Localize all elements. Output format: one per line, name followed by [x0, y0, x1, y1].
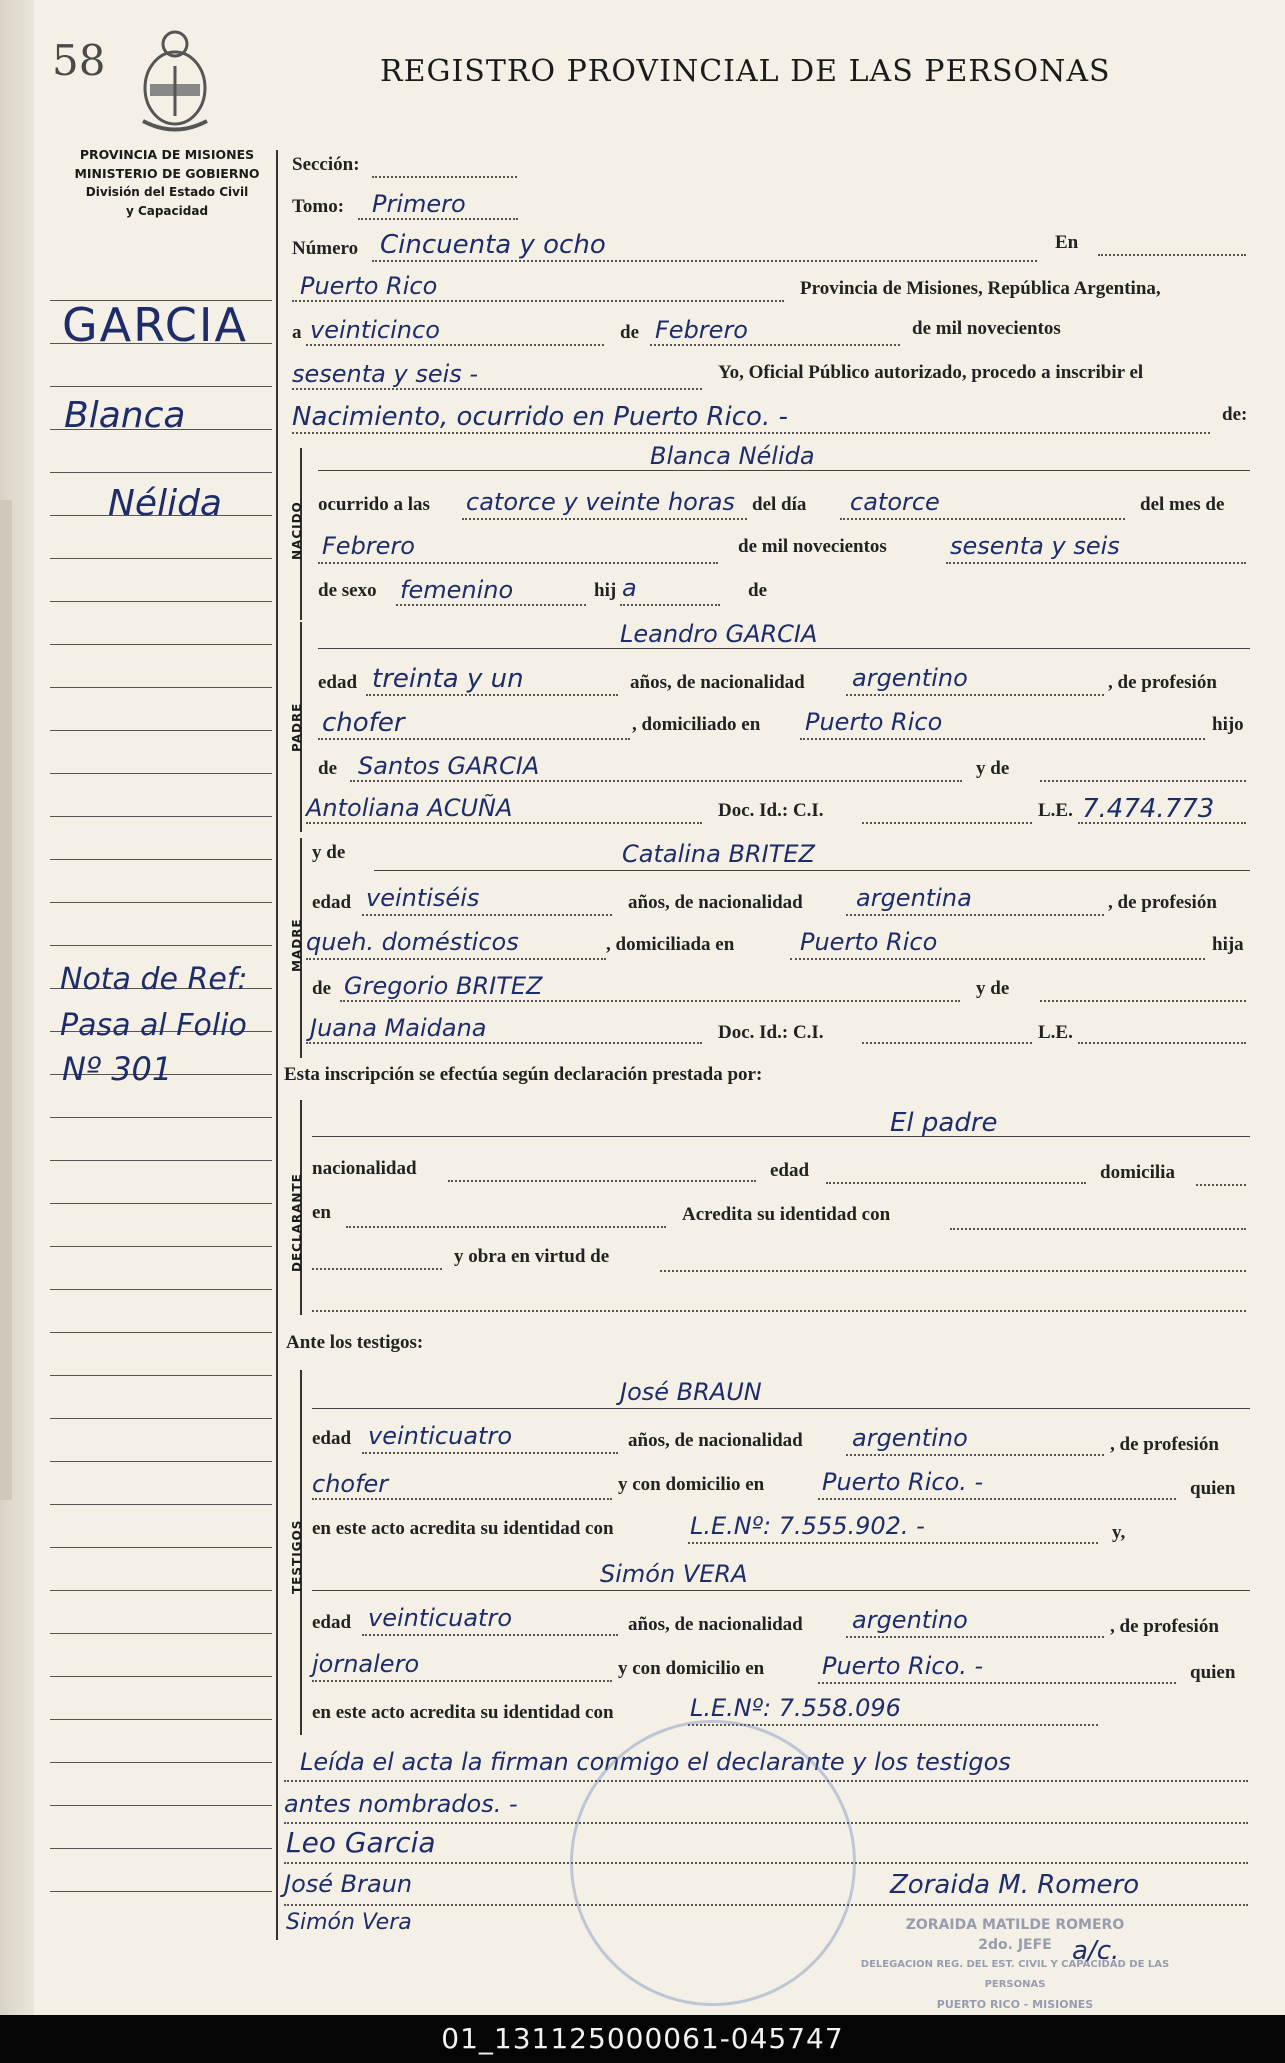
padre-de-label: de	[318, 758, 337, 779]
declarante-edad-label: edad	[770, 1160, 810, 1181]
dia-nac-value: catorce	[850, 488, 940, 516]
declarante-acredita-line	[950, 1228, 1246, 1230]
declarante-value: El padre	[890, 1108, 998, 1138]
lugar-value: Puerto Rico	[300, 272, 438, 300]
madre-nombre-line	[374, 870, 1250, 871]
padre-prof-value: chofer	[322, 708, 405, 738]
margin-rule	[50, 1332, 272, 1333]
margin-rule	[50, 1762, 272, 1763]
padre-edad-line	[366, 694, 618, 696]
nombre-value: Blanca Nélida	[650, 442, 815, 470]
padre-dom-line	[800, 738, 1205, 740]
agency-header	[52, 145, 282, 221]
padre-le-label: L.E.	[1038, 800, 1073, 821]
t1-acredita-label: en este acto acredita su identidad con	[312, 1518, 614, 1539]
madre-ci-line	[862, 1042, 1032, 1044]
signature-witness-2: Simón Vera	[286, 1910, 412, 1935]
declarante-label: DECLARANTE	[290, 1173, 304, 1272]
t2-anios-label: años, de nacionalidad	[628, 1614, 803, 1635]
a-label: a	[292, 322, 302, 343]
padre-domicilio-label: , domiciliado en	[632, 714, 761, 735]
padre-hijo-de-value: Santos GARCIA	[358, 752, 540, 780]
madre-profesion-label: , de profesión	[1108, 892, 1217, 913]
madre-madre-line	[306, 1042, 702, 1044]
anio-inscr-value: sesenta y seis -	[292, 360, 479, 388]
declarante-acredita-label: Acredita su identidad con	[682, 1204, 891, 1225]
margin-rule	[50, 902, 272, 903]
stamp-line: DELEGACION REG. DEL EST. CIVIL Y CAPACIDAD DE LAS PERSONAS	[860, 1959, 1170, 1990]
padre-nombre-value: Leandro GARCIA	[620, 620, 818, 648]
t1-prof-line	[312, 1498, 612, 1500]
t2-domicilio-label: y con domicilio en	[618, 1658, 765, 1679]
madre-edad-label: edad	[312, 892, 352, 913]
padre-edad-label: edad	[318, 672, 358, 693]
padre-edad-value: treinta y un	[372, 664, 524, 694]
padre-doc-label: Doc. Id.: C.I.	[718, 800, 824, 821]
madre-dom-line	[790, 958, 1205, 960]
del-dia-label: del día	[752, 494, 807, 515]
t2-nac-value: argentino	[852, 1606, 968, 1634]
margin-rule	[50, 773, 272, 774]
madre-y-de-line	[1040, 1000, 1246, 1002]
acto-value: Nacimiento, ocurrido en Puerto Rico. -	[292, 402, 788, 432]
padre-prof-line	[318, 738, 630, 740]
margin-note-number: Nº 301	[62, 1050, 173, 1088]
padre-madre-value: Antoliana ACUÑA	[306, 794, 513, 822]
tomo-label: Tomo:	[292, 196, 345, 217]
t1-edad-value: veinticuatro	[368, 1422, 512, 1450]
t1-nombre-value: José BRAUN	[620, 1378, 762, 1406]
margin-rule	[50, 1375, 272, 1376]
stamp-line: PUERTO RICO - MISIONES	[936, 1998, 1094, 2011]
dia-nac-line	[840, 518, 1125, 520]
mes-inscr-line	[650, 344, 900, 346]
madre-edad-value: veintiséis	[366, 884, 480, 912]
margin-surname: GARCIA	[62, 298, 248, 352]
anio-inscr-line	[292, 388, 702, 390]
hora-line	[462, 518, 747, 520]
closing-text-1: Leída el acta la firman conmigo el declarante y los testigos	[300, 1748, 1011, 1776]
t1-nac-value: argentino	[852, 1424, 968, 1452]
inscripcion-label: Esta inscripción se efectúa según declaración prestada por:	[284, 1064, 763, 1085]
margin-rule	[50, 1461, 272, 1462]
coat-of-arms-icon	[128, 26, 222, 138]
margin-rule	[50, 644, 272, 645]
madre-nac-line	[846, 914, 1104, 916]
padre-madre-line	[306, 822, 702, 824]
madre-edad-line	[362, 914, 612, 916]
declarante-nacionalidad-label: nacionalidad	[312, 1158, 417, 1179]
madre-prof-line	[306, 958, 606, 960]
madre-dom-value: Puerto Rico	[800, 928, 938, 956]
mes-nac-value: Febrero	[322, 532, 415, 560]
padre-y-de-label: y de	[976, 758, 1010, 779]
madre-madre-value: Juana Maidana	[310, 1014, 487, 1042]
madre-label: MADRE	[290, 918, 304, 972]
hij-line	[620, 604, 720, 606]
official-seal-stamp	[570, 1720, 856, 2006]
margin-rule	[50, 1633, 272, 1634]
declarante-doc-line	[312, 1268, 442, 1270]
t2-nombre-value: Simón VERA	[600, 1560, 748, 1588]
t1-quien-label: quien	[1190, 1478, 1236, 1499]
madre-prof-value: queh. domésticos	[306, 928, 519, 956]
madre-nac-value: argentina	[856, 884, 972, 912]
anio-nac-line	[946, 562, 1246, 564]
t1-nombre-line	[312, 1408, 1250, 1409]
en-line	[1098, 254, 1246, 256]
closing-text-2: antes nombrados. -	[284, 1790, 518, 1818]
margin-rule	[50, 1418, 272, 1419]
padre-y-de-line	[1040, 780, 1246, 782]
obra-line	[660, 1270, 1246, 1272]
acto-line	[292, 432, 1210, 434]
de-label-2: de	[748, 580, 767, 601]
document-title: REGISTRO PROVINCIAL DE LAS PERSONAS	[380, 54, 1111, 89]
padre-label: PADRE	[290, 702, 304, 752]
margin-rule	[50, 687, 272, 688]
domicilia-line	[1196, 1184, 1246, 1186]
margin-rule	[50, 1160, 272, 1161]
t2-dom-value: Puerto Rico. -	[822, 1652, 984, 1680]
margin-rule	[50, 1504, 272, 1505]
madre-anios-label: años, de nacionalidad	[628, 892, 803, 913]
hija-label: hija	[1212, 934, 1244, 955]
t1-nac-line	[846, 1454, 1104, 1456]
t2-acredita-label: en este acto acredita su identidad con	[312, 1702, 614, 1723]
de-label: de	[620, 322, 639, 343]
madre-y-de-label-2: y de	[976, 978, 1010, 999]
signature-witness-1: José Braun	[284, 1870, 413, 1898]
seccion-line	[372, 176, 517, 178]
domicilia-label: domicilia	[1100, 1162, 1175, 1183]
padre-profesion-label: , de profesión	[1108, 672, 1217, 693]
de-mil-label-2: de mil novecientos	[738, 536, 887, 557]
t1-doc-value: L.E.Nº: 7.555.902. -	[690, 1512, 925, 1540]
t1-doc-line	[688, 1542, 1098, 1544]
madre-de-label: de	[312, 978, 331, 999]
t1-anios-label: años, de nacionalidad	[628, 1430, 803, 1451]
margin-rule	[50, 601, 272, 602]
hora-value: catorce y veinte horas	[466, 488, 735, 516]
yo-label: Yo, Oficial Público autorizado, procedo a inscribir el	[718, 362, 1144, 383]
t2-edad-value: veinticuatro	[368, 1604, 512, 1632]
image-id-footer: 01_131125000061-045747	[0, 2015, 1285, 2063]
de-mil-label: de mil novecientos	[912, 318, 1061, 339]
declarante-en-line	[346, 1226, 666, 1228]
numero-label: Número	[292, 238, 359, 259]
mes-inscr-value: Febrero	[655, 316, 748, 344]
madre-y-de-label: y de	[312, 842, 346, 863]
madre-le-line	[1078, 1042, 1246, 1044]
agency-line: MINISTERIO DE GOBIERNO	[74, 166, 260, 181]
hij-suffix: a	[622, 574, 637, 602]
provincia-label: Provincia de Misiones, República Argentina,	[800, 278, 1161, 299]
declarante-nac-line	[448, 1180, 756, 1182]
mes-nac-line	[318, 562, 718, 564]
t1-dom-line	[818, 1498, 1176, 1500]
margin-rule	[50, 1891, 272, 1892]
hijo-label: hijo	[1212, 714, 1244, 735]
page-number: 58	[52, 36, 106, 85]
margin-rule	[50, 1547, 272, 1548]
margin-rule	[50, 558, 272, 559]
nacido-label: NACIDO	[290, 501, 304, 560]
margin-rule	[50, 1676, 272, 1677]
madre-nombre-value: Catalina BRITEZ	[622, 840, 815, 868]
en-label: En	[1055, 232, 1079, 253]
madre-domicilio-label: , domiciliada en	[606, 934, 735, 955]
ante-testigos-label: Ante los testigos:	[286, 1332, 424, 1353]
t2-nac-line	[846, 1636, 1104, 1638]
t2-edad-line	[362, 1634, 618, 1636]
padre-le-value: 7.474.773	[1082, 794, 1215, 824]
t2-prof-value: jornalero	[312, 1650, 420, 1678]
padre-hijo-de-line	[350, 780, 962, 782]
t1-profesion-label: , de profesión	[1110, 1434, 1219, 1455]
margin-rule	[50, 730, 272, 731]
t1-y-label: y,	[1112, 1522, 1126, 1543]
padre-nac-line	[846, 694, 1104, 696]
hij-label: hij	[594, 580, 617, 601]
de-colon-label: de:	[1222, 404, 1248, 425]
numero-value: Cincuenta y ocho	[380, 230, 606, 260]
margin-first-name: Blanca	[64, 395, 186, 436]
padre-nac-value: argentino	[852, 664, 968, 692]
padre-ci-line	[862, 822, 1032, 824]
margin-note-folio: Pasa al Folio	[60, 1008, 247, 1043]
margin-separator	[276, 150, 278, 1940]
dia-inscr-value: veinticinco	[310, 316, 440, 344]
ocurrido-label: ocurrido a las	[318, 494, 430, 515]
declarante-line	[312, 1136, 1250, 1137]
t1-prof-value: chofer	[312, 1470, 389, 1498]
t1-domicilio-label: y con domicilio en	[618, 1474, 765, 1495]
signature-official: Zoraida M. Romero	[890, 1870, 1140, 1900]
padre-anios-label: años, de nacionalidad	[630, 672, 805, 693]
t1-edad-line	[362, 1452, 618, 1454]
margin-rule	[50, 1289, 272, 1290]
t2-profesion-label: , de profesión	[1110, 1616, 1219, 1637]
agency-line: y Capacidad	[125, 204, 209, 218]
t1-dom-value: Puerto Rico. -	[822, 1468, 984, 1496]
t2-dom-line	[818, 1682, 1176, 1684]
t1-edad-label: edad	[312, 1428, 352, 1449]
t2-nombre-line	[312, 1590, 1250, 1591]
lugar-line	[292, 300, 784, 302]
margin-note-ref: Nota de Ref:	[60, 962, 248, 997]
margin-rule	[50, 816, 272, 817]
margin-second-name: Nélida	[108, 483, 222, 524]
nombre-line	[318, 470, 1250, 471]
t2-edad-label: edad	[312, 1612, 352, 1633]
margin-rule	[50, 1805, 272, 1806]
madre-hija-de-line	[340, 1000, 960, 1002]
madre-doc-label: Doc. Id.: C.I.	[718, 1022, 824, 1043]
agency-line: PROVINCIA DE MISIONES	[79, 147, 255, 162]
agency-line: División del Estado Civil	[85, 185, 249, 199]
padre-nombre-line	[318, 648, 1250, 649]
official-name-stamp	[850, 1915, 1180, 2015]
margin-rule	[50, 1719, 272, 1720]
declarante-extra-line	[312, 1310, 1246, 1312]
t2-doc-value: L.E.Nº: 7.558.096	[690, 1694, 901, 1722]
signature-ac: a/c.	[1072, 1936, 1120, 1966]
tomo-line	[358, 218, 518, 220]
page-binding-shadow	[0, 500, 12, 1500]
madre-hija-de-value: Gregorio BRITEZ	[344, 972, 543, 1000]
margin-rule	[50, 1246, 272, 1247]
stamp-line: 2do. JEFE	[978, 1937, 1052, 1953]
declarante-en-label: en	[312, 1202, 331, 1223]
numero-line	[372, 260, 1037, 262]
dia-inscr-line	[306, 344, 604, 346]
margin-rule	[50, 1848, 272, 1849]
margin-rule	[50, 945, 272, 946]
tomo-value: Primero	[372, 190, 466, 218]
signature-father: Leo Garcia	[286, 1826, 436, 1859]
obra-label: y obra en virtud de	[454, 1246, 610, 1267]
seccion-label: Sección:	[292, 154, 360, 175]
sexo-value: femenino	[400, 576, 514, 604]
t2-prof-line	[312, 1680, 612, 1682]
sexo-line	[396, 604, 586, 606]
margin-rule	[50, 1117, 272, 1118]
t2-quien-label: quien	[1190, 1662, 1236, 1683]
sexo-label: de sexo	[318, 580, 377, 601]
anio-nac-value: sesenta y seis	[950, 532, 1120, 560]
margin-rule	[50, 1203, 272, 1204]
del-mes-label: del mes de	[1140, 494, 1225, 515]
margin-rule	[50, 472, 272, 473]
margin-rule	[50, 1590, 272, 1591]
padre-dom-value: Puerto Rico	[805, 708, 943, 736]
margin-rule	[50, 386, 272, 387]
stamp-line: ZORAIDA MATILDE ROMERO	[905, 1917, 1125, 1933]
margin-rule	[50, 859, 272, 860]
madre-le-label: L.E.	[1038, 1022, 1073, 1043]
testigos-label: TESTIGOS	[290, 1519, 304, 1594]
declarante-edad-line	[826, 1182, 1086, 1184]
